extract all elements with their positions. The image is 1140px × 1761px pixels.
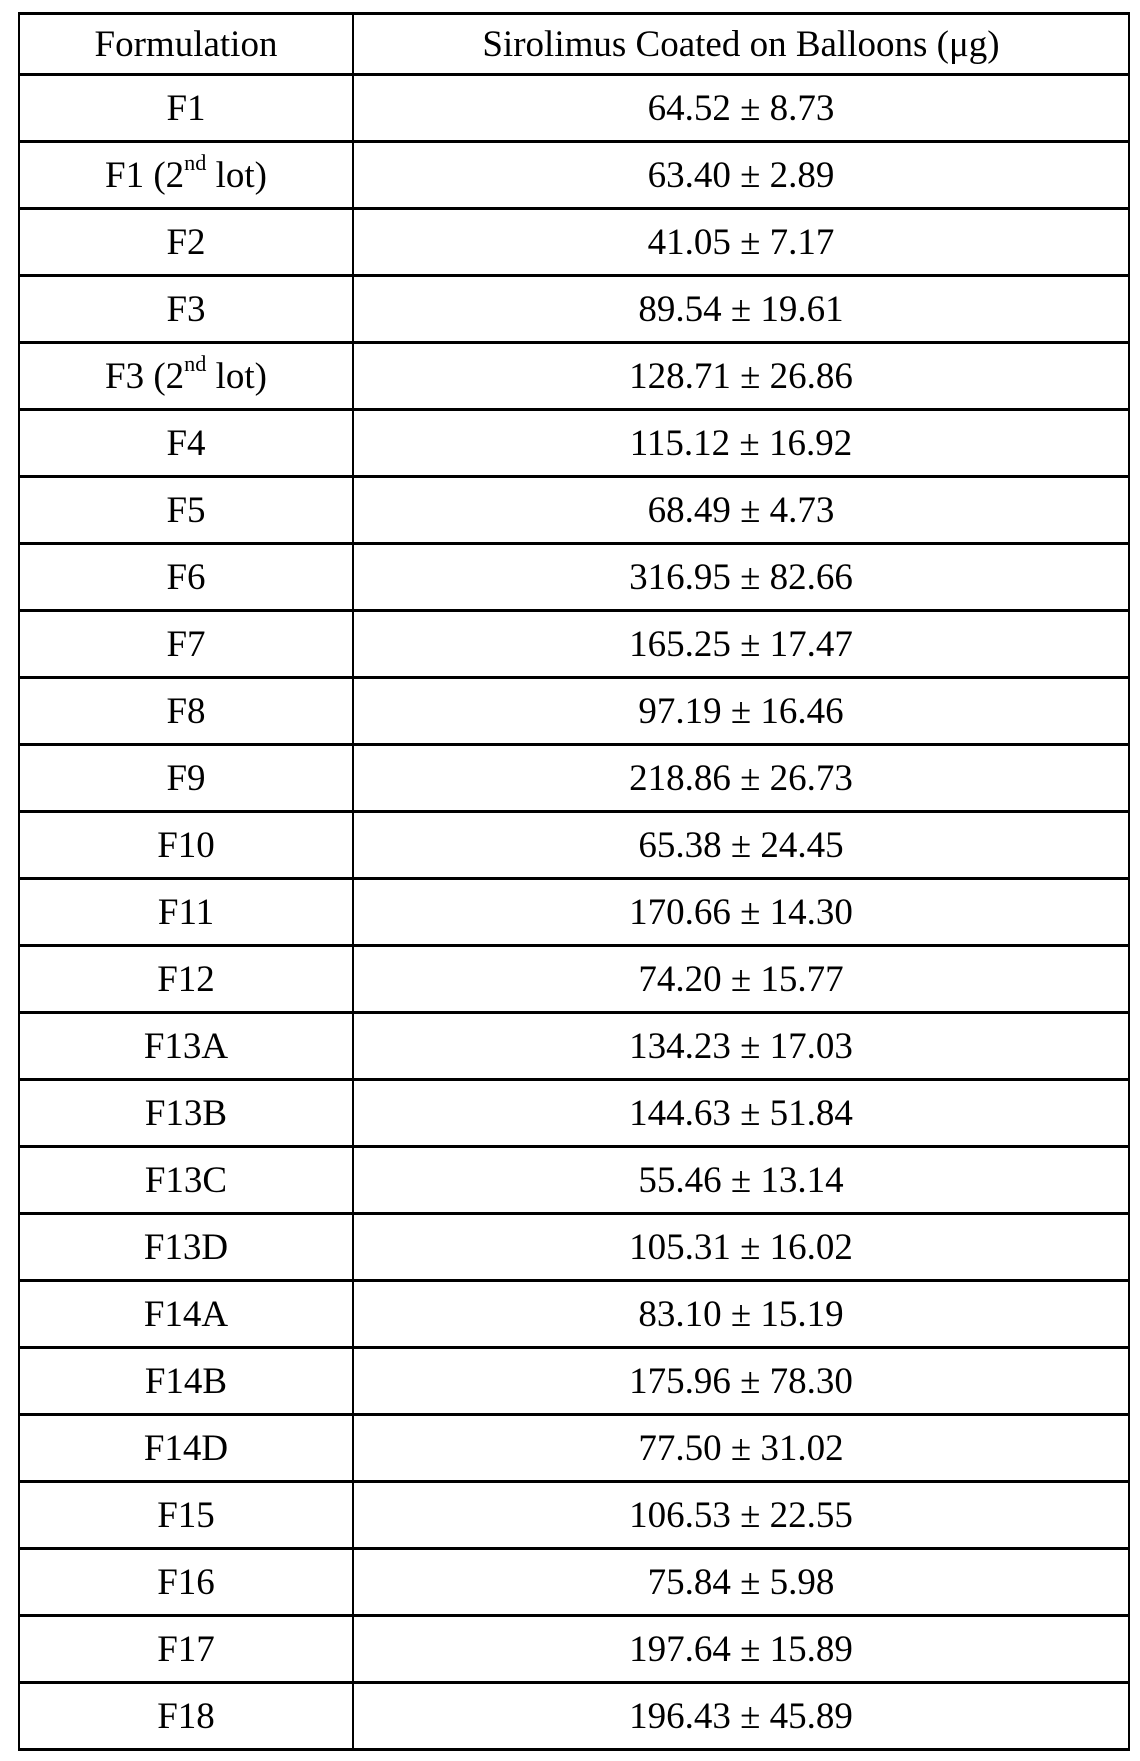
sirolimus-value-cell: 77.50 ± 31.02 <box>353 1415 1129 1482</box>
table-row <box>19 1013 1129 1080</box>
formulation-label: F16 <box>157 1562 215 1603</box>
formulation-label: F12 <box>157 959 215 1000</box>
formulation-cell <box>19 879 353 946</box>
formulation-cell <box>19 745 353 812</box>
formulation-label: F8 <box>166 691 205 732</box>
table-row <box>19 879 1129 946</box>
formulation-label: F4 <box>166 423 205 464</box>
sirolimus-value-cell: 175.96 ± 78.30 <box>353 1348 1129 1415</box>
formulation-cell <box>19 1348 353 1415</box>
sirolimus-value-cell: 144.63 ± 51.84 <box>353 1080 1129 1147</box>
table-row <box>19 1348 1129 1415</box>
sirolimus-value-cell: 316.95 ± 82.66 <box>353 544 1129 611</box>
formulation-label: F13A <box>144 1026 228 1067</box>
formulation-cell <box>19 276 353 343</box>
formulation-cell <box>19 1616 353 1683</box>
formulation-cell <box>19 1415 353 1482</box>
lot-suffix: lot) <box>206 155 267 196</box>
table-row <box>19 1683 1129 1750</box>
sirolimus-value-cell: 197.64 ± 15.89 <box>353 1616 1129 1683</box>
table-row <box>19 745 1129 812</box>
sirolimus-value-cell: 105.31 ± 16.02 <box>353 1214 1129 1281</box>
table-row <box>19 946 1129 1013</box>
formulation-label: F10 <box>157 825 215 866</box>
sirolimus-value-cell: 97.19 ± 16.46 <box>353 678 1129 745</box>
formulation-label: F14B <box>145 1361 227 1402</box>
formulation-label: F15 <box>157 1495 215 1536</box>
formulation-label: F13B <box>145 1093 227 1134</box>
table-row <box>19 678 1129 745</box>
formulation-cell <box>19 1214 353 1281</box>
table-row <box>19 544 1129 611</box>
formulation-cell <box>19 477 353 544</box>
table-row <box>19 1281 1129 1348</box>
sirolimus-value-cell: 170.66 ± 14.30 <box>353 879 1129 946</box>
table-row <box>19 1482 1129 1549</box>
table-row <box>19 276 1129 343</box>
header-sirolimus: Sirolimus Coated on Balloons (μg) <box>353 14 1129 75</box>
formulation-label: F11 <box>158 892 214 933</box>
formulation-cell <box>19 343 353 410</box>
sirolimus-value-cell: 64.52 ± 8.73 <box>353 75 1129 142</box>
formulation-label: F18 <box>157 1696 215 1737</box>
formulation-cell <box>19 1683 353 1750</box>
sirolimus-value-cell: 134.23 ± 17.03 <box>353 1013 1129 1080</box>
formulation-cell <box>19 142 353 209</box>
sirolimus-value-cell: 65.38 ± 24.45 <box>353 812 1129 879</box>
formulation-label: F17 <box>157 1629 215 1670</box>
table-row <box>19 1147 1129 1214</box>
sirolimus-value-cell: 55.46 ± 13.14 <box>353 1147 1129 1214</box>
sirolimus-value-cell: 68.49 ± 4.73 <box>353 477 1129 544</box>
sirolimus-value-cell: 218.86 ± 26.73 <box>353 745 1129 812</box>
sirolimus-value-cell: 115.12 ± 16.92 <box>353 410 1129 477</box>
sirolimus-value-cell: 75.84 ± 5.98 <box>353 1549 1129 1616</box>
formulation-cell <box>19 75 353 142</box>
table-row <box>19 1415 1129 1482</box>
lot-suffix: lot) <box>206 356 267 397</box>
table-row <box>19 477 1129 544</box>
table-row <box>19 1616 1129 1683</box>
table-row <box>19 410 1129 477</box>
formulation-cell <box>19 812 353 879</box>
sirolimus-value-cell: 106.53 ± 22.55 <box>353 1482 1129 1549</box>
formulation-cell <box>19 678 353 745</box>
formulation-label: F1 <box>166 88 205 129</box>
formulation-label: F14A <box>144 1294 228 1335</box>
table-row <box>19 611 1129 678</box>
formulation-label: F7 <box>166 624 205 665</box>
table-row <box>19 1214 1129 1281</box>
table-row <box>19 1080 1129 1147</box>
sirolimus-value-cell: 128.71 ± 26.86 <box>353 343 1129 410</box>
formulation-label: F13D <box>144 1227 228 1268</box>
formulation-cell <box>19 1080 353 1147</box>
sirolimus-value-cell: 165.25 ± 17.47 <box>353 611 1129 678</box>
table-row <box>19 75 1129 142</box>
sirolimus-value-cell: 89.54 ± 19.61 <box>353 276 1129 343</box>
sirolimus-value-cell: 41.05 ± 7.17 <box>353 209 1129 276</box>
formulation-cell <box>19 946 353 1013</box>
formulation-cell <box>19 1281 353 1348</box>
header-row <box>19 14 1129 75</box>
table-row <box>19 812 1129 879</box>
formulation-cell <box>19 544 353 611</box>
sirolimus-table <box>18 12 1130 1751</box>
table-row <box>19 343 1129 410</box>
formulation-label: F3 <box>166 289 205 330</box>
formulation-cell <box>19 1147 353 1214</box>
ordinal-suffix: nd <box>184 351 206 376</box>
ordinal-suffix: nd <box>184 150 206 175</box>
formulation-label: F5 <box>166 490 205 531</box>
table-row <box>19 142 1129 209</box>
formulation-label: F9 <box>166 758 205 799</box>
formulation-label: F3 (2 <box>105 356 184 397</box>
formulation-label: F6 <box>166 557 205 598</box>
formulation-label: F13C <box>145 1160 227 1201</box>
formulation-label: F1 (2 <box>105 155 184 196</box>
formulation-cell <box>19 1482 353 1549</box>
formulation-cell <box>19 209 353 276</box>
formulation-cell <box>19 611 353 678</box>
sirolimus-value-cell: 63.40 ± 2.89 <box>353 142 1129 209</box>
header-formulation: Formulation <box>19 14 353 75</box>
sirolimus-value-cell: 83.10 ± 15.19 <box>353 1281 1129 1348</box>
formulation-label: F2 <box>166 222 205 263</box>
formulation-label: F14D <box>144 1428 228 1469</box>
formulation-cell <box>19 1013 353 1080</box>
sirolimus-value-cell: 196.43 ± 45.89 <box>353 1683 1129 1750</box>
table-row <box>19 1549 1129 1616</box>
formulation-cell <box>19 410 353 477</box>
table-row <box>19 209 1129 276</box>
formulation-cell <box>19 1549 353 1616</box>
sirolimus-value-cell: 74.20 ± 15.77 <box>353 946 1129 1013</box>
